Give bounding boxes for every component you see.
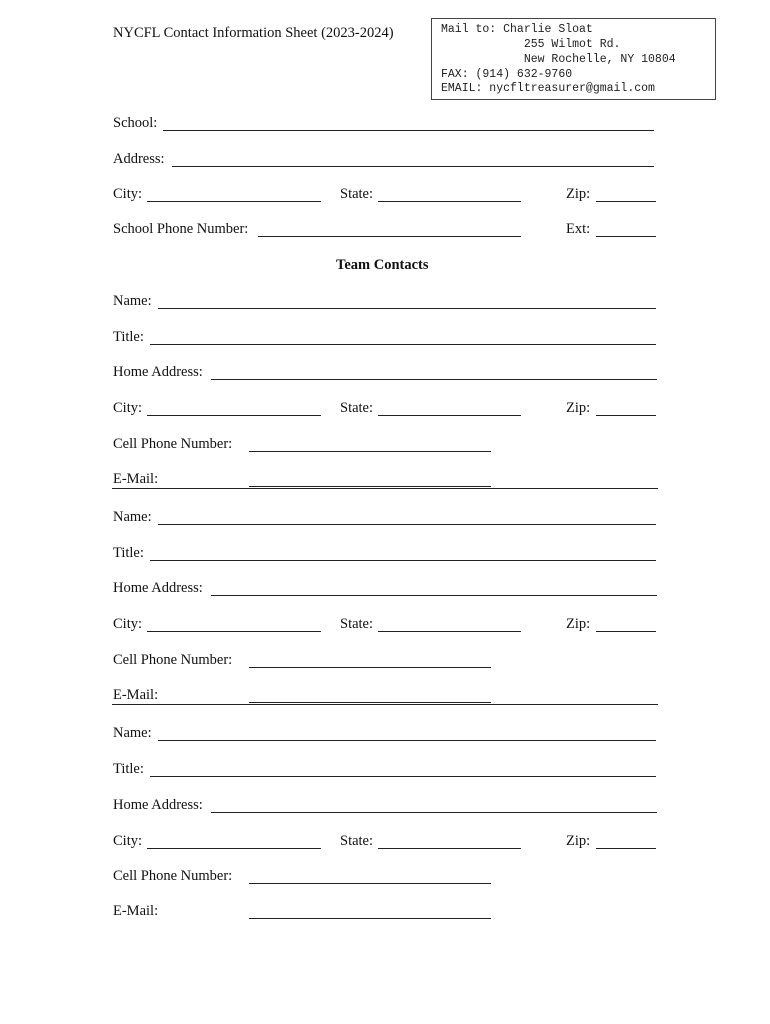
state-label: State: bbox=[340, 616, 374, 632]
cell-phone-label: Cell Phone Number: bbox=[113, 652, 233, 668]
zip-label: Zip: bbox=[566, 400, 591, 416]
email-field[interactable] bbox=[249, 702, 491, 703]
city-field[interactable] bbox=[147, 848, 321, 849]
mail-city-line: New Rochelle, NY 10804 bbox=[441, 53, 676, 66]
state-field[interactable] bbox=[378, 848, 521, 849]
state-field[interactable] bbox=[378, 415, 521, 416]
section-divider bbox=[112, 488, 658, 489]
mail-to-line: Mail to: Charlie Sloat bbox=[441, 23, 593, 36]
title-label: Title: bbox=[113, 761, 144, 777]
ext-label: Ext: bbox=[566, 221, 591, 237]
section-divider bbox=[112, 704, 658, 705]
mail-email-line: EMAIL: nycfltreasurer@gmail.com bbox=[441, 82, 655, 95]
home-address-field[interactable] bbox=[211, 595, 657, 596]
name-label: Name: bbox=[113, 509, 152, 525]
school-field[interactable] bbox=[163, 130, 654, 131]
email-label: E-Mail: bbox=[113, 687, 159, 703]
page-title: NYCFL Contact Information Sheet (2023-2024) bbox=[113, 25, 394, 41]
team-contacts-heading: Team Contacts bbox=[336, 257, 429, 273]
mail-street-line: 255 Wilmot Rd. bbox=[441, 38, 621, 51]
home-address-field[interactable] bbox=[211, 812, 657, 813]
school-label: School: bbox=[113, 115, 158, 131]
home-address-label: Home Address: bbox=[113, 797, 203, 813]
state-label: State: bbox=[340, 833, 374, 849]
email-field[interactable] bbox=[249, 486, 491, 487]
name-field[interactable] bbox=[158, 524, 656, 525]
city-label: City: bbox=[113, 400, 143, 416]
title-label: Title: bbox=[113, 329, 144, 345]
city-field[interactable] bbox=[147, 631, 321, 632]
zip-label: Zip: bbox=[566, 186, 591, 202]
cell-phone-field[interactable] bbox=[249, 883, 491, 884]
title-field[interactable] bbox=[150, 776, 656, 777]
title-field[interactable] bbox=[150, 560, 656, 561]
zip-field[interactable] bbox=[596, 415, 656, 416]
state-label: State: bbox=[340, 186, 374, 202]
name-field[interactable] bbox=[158, 740, 656, 741]
address-label: Address: bbox=[113, 151, 165, 167]
city-field[interactable] bbox=[147, 201, 321, 202]
zip-field[interactable] bbox=[596, 848, 656, 849]
ext-field[interactable] bbox=[596, 236, 656, 237]
email-label: E-Mail: bbox=[113, 471, 159, 487]
school-phone-field[interactable] bbox=[258, 236, 521, 237]
mail-to-box bbox=[431, 18, 716, 100]
email-field[interactable] bbox=[249, 918, 491, 919]
city-field[interactable] bbox=[147, 415, 321, 416]
home-address-label: Home Address: bbox=[113, 364, 203, 380]
mail-fax-line: FAX: (914) 632-9760 bbox=[441, 68, 573, 81]
title-label: Title: bbox=[113, 545, 144, 561]
cell-phone-label: Cell Phone Number: bbox=[113, 436, 233, 452]
zip-label: Zip: bbox=[566, 616, 591, 632]
cell-phone-field[interactable] bbox=[249, 451, 491, 452]
address-field[interactable] bbox=[172, 166, 654, 167]
home-address-field[interactable] bbox=[211, 379, 657, 380]
school-phone-label: School Phone Number: bbox=[113, 221, 249, 237]
city-label: City: bbox=[113, 186, 143, 202]
title-field[interactable] bbox=[150, 344, 656, 345]
cell-phone-label: Cell Phone Number: bbox=[113, 868, 233, 884]
zip-field[interactable] bbox=[596, 201, 656, 202]
state-field[interactable] bbox=[378, 201, 521, 202]
state-field[interactable] bbox=[378, 631, 521, 632]
state-label: State: bbox=[340, 400, 374, 416]
name-field[interactable] bbox=[158, 308, 656, 309]
zip-label: Zip: bbox=[566, 833, 591, 849]
name-label: Name: bbox=[113, 293, 152, 309]
name-label: Name: bbox=[113, 725, 152, 741]
city-label: City: bbox=[113, 833, 143, 849]
cell-phone-field[interactable] bbox=[249, 667, 491, 668]
email-label: E-Mail: bbox=[113, 903, 159, 919]
city-label: City: bbox=[113, 616, 143, 632]
home-address-label: Home Address: bbox=[113, 580, 203, 596]
zip-field[interactable] bbox=[596, 631, 656, 632]
